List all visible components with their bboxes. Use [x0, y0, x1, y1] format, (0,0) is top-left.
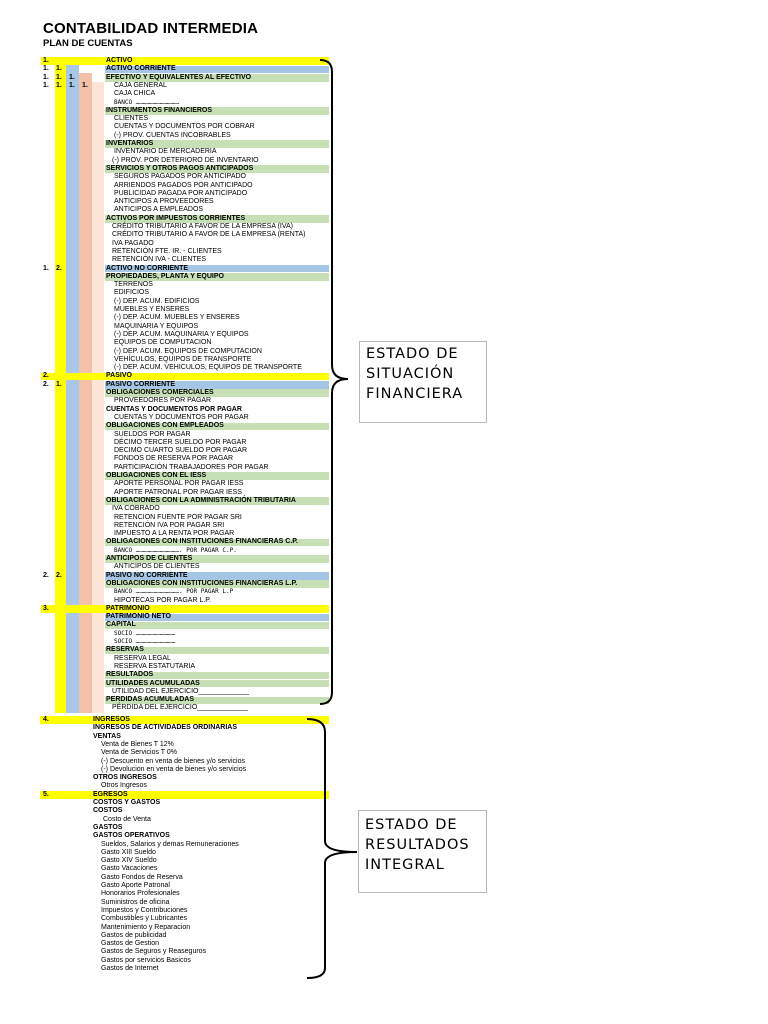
account-row	[0, 630, 768, 638]
account-row	[0, 74, 768, 82]
account-code-level: 1.	[56, 73, 62, 81]
account-name: (-) PROV. POR DETERIORO DE INVENTARIO	[112, 156, 259, 164]
account-row	[0, 480, 768, 488]
box-line: SITUACIÓN	[366, 366, 455, 382]
account-name: OBLIGACIONES CON EMPLEADOS	[106, 422, 224, 430]
account-name: IVA PAGADO	[112, 239, 154, 247]
page-subtitle: PLAN DE CUENTAS	[43, 38, 133, 49]
account-row	[0, 281, 768, 289]
account-name: APORTE PERSONAL POR PAGAR IESS	[114, 480, 244, 488]
account-row	[0, 190, 768, 198]
account-name: RESERVA ESTATUTARIA	[114, 662, 196, 670]
account-name: CAPITAL	[106, 621, 136, 629]
account-name: Suministros de oficina	[101, 898, 170, 906]
account-row	[0, 240, 768, 248]
account-name: TERRENOS	[114, 281, 153, 289]
account-name: RESERVAS	[106, 646, 144, 654]
account-row	[0, 123, 768, 131]
account-row	[0, 472, 768, 480]
account-row	[0, 323, 768, 331]
account-name: MAQUINARIA Y EQUIPOS	[114, 322, 199, 330]
account-code-level: 2.	[56, 264, 62, 272]
account-name: INGRESOS DE ACTIVIDADES ORDINARIAS	[93, 724, 238, 732]
account-name: IVA COBRADO	[112, 505, 160, 513]
account-row	[0, 733, 768, 741]
account-name: PROVEEDORES POR PAGAR	[114, 397, 212, 405]
account-name: Gasto Fondos de Reserva	[101, 873, 183, 881]
account-row	[0, 597, 768, 605]
account-code-level: 2.	[43, 372, 49, 380]
account-row	[0, 306, 768, 314]
account-row	[0, 173, 768, 181]
account-name: Gastos de Internet	[101, 965, 159, 972]
account-name: OBLIGACIONES CON EL IESS	[106, 472, 207, 479]
account-code-level: 1.	[43, 57, 49, 64]
account-row	[0, 716, 768, 724]
account-name: PATRIMONIO	[106, 604, 150, 612]
account-name: CUENTAS Y DOCUMENTOS POR PAGAR	[106, 405, 242, 413]
account-name: HIPOTECAS POR PAGAR L.P.	[114, 596, 211, 604]
account-name: PATRIMONIO NETO	[106, 613, 171, 621]
account-name: PROPIEDADES, PLANTA Y EQUIPO	[106, 272, 224, 280]
account-row	[0, 182, 768, 190]
account-row	[0, 924, 768, 932]
account-name: ANTICIPOS A EMPLEADOS	[114, 206, 204, 214]
account-name: UTILIDADES ACUMULADAS	[106, 679, 200, 687]
account-row	[0, 132, 768, 140]
account-row	[0, 915, 768, 923]
account-code-level: 5.	[43, 790, 49, 798]
account-name: Gasto XIII Sueldo	[101, 848, 156, 856]
account-row	[0, 289, 768, 297]
account-code-level: 1.	[69, 81, 75, 89]
account-name: OBLIGACIONES COMERCIALES	[106, 389, 214, 396]
account-row	[0, 248, 768, 256]
account-row	[0, 799, 768, 807]
account-name: ANTICIPOS DE CLIENTES	[114, 563, 200, 571]
account-row	[0, 215, 768, 223]
account-row	[0, 621, 768, 629]
account-row	[0, 530, 768, 538]
account-row	[0, 431, 768, 439]
account-row	[0, 766, 768, 774]
account-name: COSTOS Y GASTOS	[93, 799, 161, 806]
account-row	[0, 680, 768, 688]
account-row	[0, 331, 768, 339]
account-row	[0, 547, 768, 555]
account-name: Gastos por servicios Basicos	[101, 956, 191, 964]
account-row	[0, 99, 768, 107]
account-row	[0, 165, 768, 173]
account-row	[0, 899, 768, 907]
account-name: Honorarios Profesionales	[101, 890, 180, 898]
account-row	[0, 555, 768, 563]
account-name: OBLIGACIONES CON LA ADMINISTRACIÓN TRIBUTARIA	[106, 496, 296, 504]
account-row	[0, 514, 768, 522]
account-name: (-) DEP. ACUM. MUEBLES Y ENSERES	[114, 314, 240, 322]
box-line: FINANCIERA	[366, 386, 464, 402]
account-row	[0, 497, 768, 505]
account-code-level: 3.	[43, 604, 49, 612]
box-line: RESULTADOS	[365, 837, 470, 853]
account-name: Impuestos y Contribuciones	[101, 906, 188, 914]
account-row	[0, 273, 768, 281]
account-name: EGRESOS	[93, 790, 128, 798]
account-name: RETENCIÓN FTE. IR. - CLIENTES	[112, 247, 222, 255]
account-row	[0, 957, 768, 965]
account-code-level: 1.	[56, 380, 62, 388]
account-row	[0, 704, 768, 712]
account-row	[0, 572, 768, 580]
account-row	[0, 791, 768, 799]
account-row	[0, 522, 768, 530]
account-row	[0, 613, 768, 621]
account-row	[0, 940, 768, 948]
account-name: RETENCIÓN IVA POR PAGAR SRI	[114, 521, 225, 529]
account-name: PUBLICIDAD PAGADA POR ANTICIPADO	[114, 189, 248, 197]
account-row	[0, 605, 768, 613]
account-name: DÉCIMO TERCER SUELDO POR PAGAR	[114, 438, 247, 446]
account-name: SUELDOS POR PAGAR	[114, 430, 191, 438]
income-statement-box	[358, 810, 487, 893]
account-name: INSTRUMENTOS FINANCIEROS	[106, 106, 213, 114]
account-name: VENTAS	[93, 732, 121, 740]
account-name: FONDOS DE RESERVA POR PAGAR	[114, 455, 234, 463]
account-code-level: 2.	[56, 571, 62, 579]
account-name: INVENTARIOS	[106, 140, 154, 147]
account-row	[0, 774, 768, 782]
account-name: ACTIVO NO CORRIENTE	[106, 264, 189, 272]
account-name: (-) Devolucion en venta de bienes y/o servicios	[101, 765, 247, 773]
account-code-level: 1.	[56, 81, 62, 89]
account-row	[0, 157, 768, 165]
account-name: SOCIO ……………………………	[114, 638, 176, 645]
account-row	[0, 580, 768, 588]
account-name: (-) Descuento en venta de bienes y/o servicios	[101, 757, 245, 765]
account-name: ACTIVOS POR IMPUESTOS CORRIENTES	[106, 214, 246, 222]
account-name: RESULTADOS	[106, 671, 154, 679]
account-name: OBLIGACIONES CON INSTITUCIONES FINANCIERAS L.P.	[106, 579, 298, 587]
account-row	[0, 82, 768, 90]
account-name: Costo de Venta	[103, 815, 151, 823]
account-name: Gasto Vacaciones	[101, 865, 158, 873]
account-name: Otros Ingresos	[101, 782, 147, 790]
account-row	[0, 298, 768, 306]
account-code-level: 1.	[43, 81, 49, 89]
account-name: UTILIDAD DEL EJERCICIO_____________	[112, 687, 250, 695]
account-row	[0, 489, 768, 497]
account-row	[0, 231, 768, 239]
account-name: CUENTAS Y DOCUMENTOS POR COBRAR	[114, 123, 255, 131]
balance-sheet-box	[359, 341, 487, 423]
brace-balance-sheet	[318, 58, 358, 708]
account-row	[0, 57, 768, 65]
account-name: MUEBLES Y ENSERES	[114, 306, 190, 313]
account-row	[0, 107, 768, 115]
account-name: CAJA CHICA	[114, 90, 156, 98]
account-row	[0, 314, 768, 322]
box-line: ESTADO DE	[366, 346, 459, 362]
account-row	[0, 948, 768, 956]
account-name: (-) DEP. ACUM. MAQUINARIA Y EQUIPOS	[114, 330, 249, 338]
account-code-level: 1.	[43, 65, 49, 73]
account-row	[0, 749, 768, 757]
account-name: COSTOS	[93, 807, 123, 815]
account-row	[0, 932, 768, 940]
account-row	[0, 115, 768, 123]
account-name: CUENTAS Y DOCUMENTOS POR PAGAR	[114, 413, 249, 421]
account-name: INGRESOS	[93, 716, 130, 723]
account-name: BANCO ………………………………. POR PAGAR L.P	[114, 588, 234, 596]
account-row	[0, 965, 768, 973]
account-name: ACTIVO CORRIENTE	[106, 65, 176, 73]
account-row	[0, 538, 768, 546]
account-row	[0, 696, 768, 704]
account-code-level: 1.	[69, 73, 75, 81]
account-name: PÉRDIDA DEL EJERCICIO_____________	[112, 704, 248, 712]
account-row	[0, 663, 768, 671]
account-name: CAJA GENERAL	[114, 81, 167, 89]
account-name: Gastos de Gestion	[101, 940, 159, 948]
account-name: Gastos de Seguros y Reaseguros	[101, 948, 207, 956]
account-row	[0, 741, 768, 749]
account-code-level: 1.	[43, 73, 49, 81]
account-name: PERDIDAS ACUMULADAS	[106, 696, 195, 704]
account-name: BANCO ………………………………. POR PAGAR C.P.	[114, 546, 237, 554]
account-name: CRÉDITO TRIBUTARIO A FAVOR DE LA EMPRESA (RENTA)	[112, 231, 306, 239]
account-name: DECIMO CUARTO SUELDO POR PAGAR	[114, 447, 248, 455]
account-name: GASTOS OPERATIVOS	[93, 832, 170, 840]
account-name: ARRIENDOS PAGADOS POR ANTICIPADO	[114, 181, 253, 189]
account-name: Sueldos, Salarios y demas Remuneraciones	[101, 840, 239, 848]
account-name: PARTICIPACIÓN TRABAJADORES POR PAGAR	[114, 463, 269, 471]
account-name: ANTICIPOS DE CLIENTES	[106, 555, 193, 562]
account-name: SERVICIOS Y OTROS PAGOS ANTICIPADOS	[106, 164, 254, 172]
account-row	[0, 439, 768, 447]
account-row	[0, 198, 768, 206]
account-name: IMPUESTO A LA RENTA POR PAGAR	[114, 530, 235, 538]
account-name: (-) DEP. ACUM. EQUIPOS DE COMPUTACION	[114, 347, 262, 355]
account-name: CRÉDITO TRIBUTARIO A FAVOR DE LA EMPRESA (IVA)	[112, 223, 294, 230]
account-row	[0, 265, 768, 273]
account-row	[0, 447, 768, 455]
account-row	[0, 646, 768, 654]
account-code-level: 1.	[56, 65, 62, 73]
account-row	[0, 140, 768, 148]
account-code-level: 4.	[43, 716, 49, 723]
account-name: Mantenimiento y Reparacion	[101, 923, 191, 931]
account-name: GASTOS	[93, 823, 123, 831]
account-name: RETENCIÓN IVA - CLIENTES	[112, 256, 206, 264]
account-name: ACTIVO	[106, 57, 133, 64]
account-name: INVENTARIO DE MERCADERIA	[114, 148, 217, 156]
account-row	[0, 90, 768, 98]
account-name: EDIFICIOS	[114, 289, 150, 297]
account-name: SOCIO ……………………………	[114, 629, 176, 637]
account-row	[0, 455, 768, 463]
account-name: EFECTIVO Y EQUIVALENTES AL EFECTIVO	[106, 73, 252, 81]
account-row	[0, 782, 768, 790]
account-row	[0, 563, 768, 571]
account-name: PASIVO NO CORRIENTE	[106, 571, 188, 579]
account-name: Gasto Aporte Patronal	[101, 882, 170, 889]
brace-income-statement	[305, 716, 365, 986]
box-line: INTEGRAL	[365, 857, 445, 873]
account-row	[0, 655, 768, 663]
account-code-level: 1.	[82, 81, 88, 89]
account-name: ANTICIPOS A PROVEEDORES	[114, 198, 214, 206]
account-name: RETENCION FUENTE POR PAGAR SRI	[114, 513, 242, 521]
account-name: Combustibles y Lubricantes	[101, 915, 187, 923]
account-name: (-) DEP. ACUM. VEHICULOS, EQUIPOS DE TRANSPORTE	[114, 364, 302, 372]
account-row	[0, 422, 768, 430]
account-name: Venta de Bienes T 12%	[101, 740, 174, 748]
account-row	[0, 671, 768, 679]
account-name: SEGUROS PAGADOS POR ANTICIPADO	[114, 173, 246, 181]
account-row	[0, 688, 768, 696]
account-name: OTROS INGRESOS	[93, 774, 157, 782]
account-row	[0, 464, 768, 472]
account-name: (-) PROV. CUENTAS INCOBRABLES	[114, 131, 231, 139]
account-row	[0, 724, 768, 732]
box-line: ESTADO DE	[365, 817, 458, 833]
account-name: PASIVO CORRIENTE	[106, 380, 176, 388]
account-name: OBLIGACIONES CON INSTITUCIONES FINANCIERAS C.P.	[106, 538, 298, 546]
account-row	[0, 256, 768, 264]
account-name: VEHÍCULOS, EQUIPOS DE TRANSPORTE	[114, 355, 252, 363]
account-name: CLIENTES	[114, 115, 149, 123]
account-row	[0, 206, 768, 214]
account-code-level: 1.	[43, 264, 49, 272]
account-name: Gasto XIV Sueldo	[101, 857, 157, 865]
account-row	[0, 148, 768, 156]
account-row	[0, 907, 768, 915]
account-row	[0, 638, 768, 646]
account-row	[0, 223, 768, 231]
page-title: CONTABILIDAD INTERMEDIA	[43, 20, 259, 37]
account-name: PASIVO	[106, 372, 132, 380]
account-code-level: 2.	[43, 380, 49, 388]
account-row	[0, 588, 768, 596]
account-name: (-) DEP. ACUM. EDIFICIOS	[114, 297, 200, 305]
account-row	[0, 65, 768, 73]
account-name: APORTE PATRONAL POR PAGAR IESS	[114, 488, 242, 496]
account-code-level: 2.	[43, 571, 49, 579]
account-name: EQUIPOS DE COMPUTACION	[114, 339, 212, 347]
account-name: RESERVA LEGAL	[114, 654, 171, 662]
account-name: BANCO ………………………………	[114, 98, 180, 106]
account-name: Gastos de publicidad	[101, 931, 167, 939]
account-row	[0, 505, 768, 513]
account-row	[0, 758, 768, 766]
account-name: Venta de Servicios T 0%	[101, 749, 178, 757]
